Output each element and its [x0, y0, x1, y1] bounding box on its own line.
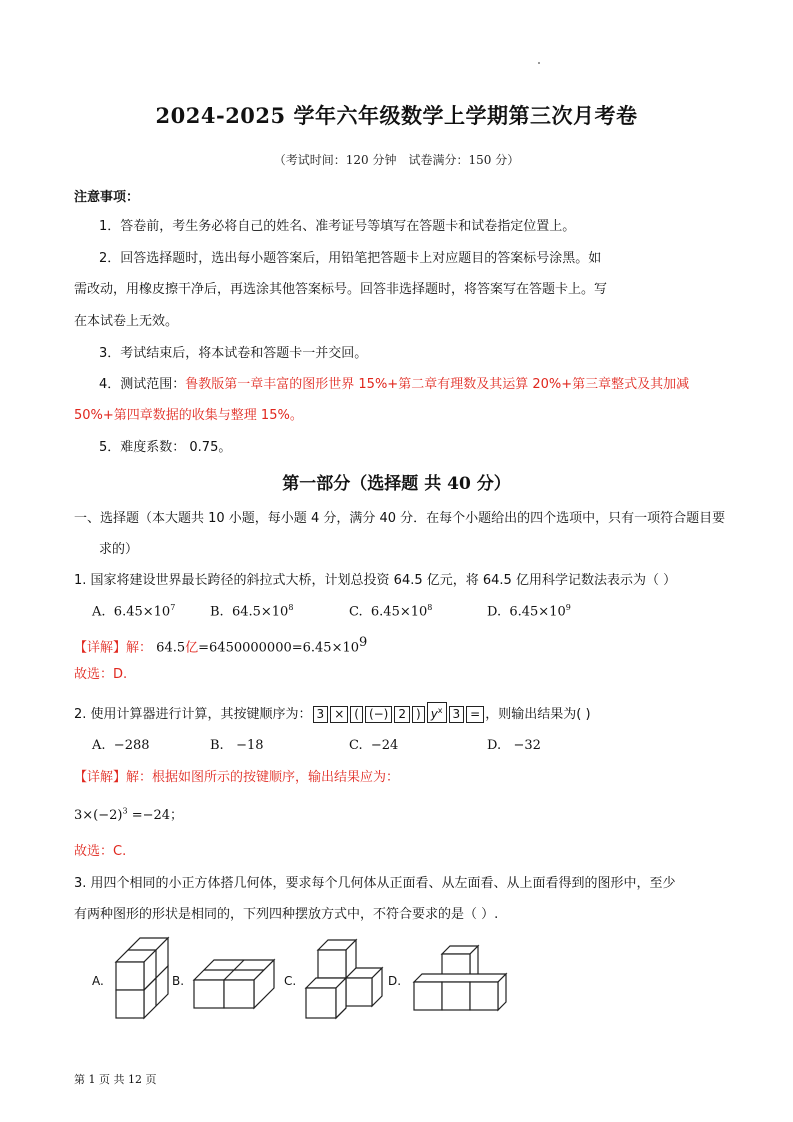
- q1-option-b: [210, 603, 293, 619]
- q3-figure-a-label: A.: [92, 974, 104, 988]
- q2-option-b-value: −18: [236, 738, 264, 753]
- q1-option-a-label: A.: [92, 604, 106, 620]
- question-3-stem-line-1: 3. 用四个相同的小正方体搭几何体，要求每个几何体从正面看、从左面看、从上面看得到的图形中，至少: [74, 876, 676, 891]
- q3-figure-d-label: D.: [388, 974, 402, 988]
- q2-expr-exponent: 3: [122, 806, 128, 816]
- key-2: 2: [394, 706, 410, 723]
- q2-detail-text: 解：根据如图所示的按键顺序，输出结果应为：: [126, 770, 400, 785]
- question-1-stem: 1. 国家将建设世界最长跨径的斜拉式大桥，计划总投资 64.5 亿元，将 64.5 亿用科学记数法表示为（ ）: [74, 573, 677, 588]
- q2-option-a-value: −288: [113, 738, 150, 753]
- q1-option-d: [487, 603, 571, 619]
- q1-option-c: [349, 603, 432, 619]
- key-power-base: y: [430, 707, 438, 721]
- key-open-paren: (: [350, 706, 363, 723]
- q2-option-b: [210, 738, 264, 753]
- q1-detail-expr-b: =6450000000=6.45×10: [198, 640, 360, 656]
- q1-option-c-exponent: 8: [427, 603, 433, 612]
- page-title: 2024-2025 学年六年级数学上学期第三次月考卷: [155, 103, 638, 128]
- note-4-line-1: [99, 376, 689, 394]
- page-footer: 第 1 页 共 12 页: [74, 1073, 157, 1086]
- key-3-second: 3: [449, 706, 465, 723]
- q1-detail-exponent: 9: [359, 635, 368, 650]
- key-power: [427, 702, 447, 723]
- q1-option-a-exponent: 7: [170, 603, 176, 612]
- q2-expr-b: =−24；: [127, 808, 184, 823]
- q2-option-d-label: D.: [487, 738, 502, 753]
- q2-option-b-label: B.: [210, 738, 224, 753]
- q2-option-d: [487, 738, 541, 753]
- q1-option-c-label: C.: [349, 604, 363, 620]
- part-one-title: 第一部分（选择题 共 40 分）: [282, 474, 511, 494]
- q1-detail-unit: 亿: [185, 640, 199, 656]
- q3-cube-figures: [100, 930, 520, 1030]
- q1-option-a-value: 6.45×10: [113, 604, 171, 620]
- exam-info: （考试时间：120 分钟 试卷满分：150 分）: [273, 153, 520, 167]
- q2-detail-tag: 【详解】: [74, 770, 127, 785]
- note-4-scope: 鲁教版第一章丰富的图形世界 15%+第二章有理数及其运算 20%+第三章整式及其加减: [185, 377, 690, 392]
- q1-detail: [74, 634, 367, 657]
- notes-heading: 注意事项：: [74, 190, 140, 205]
- q3-figure-b-label: B.: [172, 974, 185, 988]
- q1-option-a: [92, 603, 175, 619]
- q1-option-b-value: 64.5×10: [231, 604, 289, 620]
- key-close-paren: ): [412, 706, 425, 723]
- q1-option-c-value: 6.45×10: [370, 604, 428, 620]
- note-3: 3．考试结束后，将本试卷和答题卡一并交回。: [99, 346, 368, 361]
- key-3: 3: [313, 706, 329, 723]
- key-power-sup: x: [437, 706, 443, 715]
- decorative-dot: [538, 62, 540, 64]
- q2-option-c: [349, 738, 398, 753]
- note-2-line-2: 需改动，用橡皮擦干净后，再选涂其他答案标号。回答非选择题时，将答案写在答题卡上。写: [74, 282, 608, 297]
- key-equals: =: [466, 706, 484, 723]
- q1-option-d-label: D.: [487, 604, 502, 620]
- note-4-line-2: 50%+第四章数据的收集与整理 15%。: [74, 408, 303, 423]
- figure-b-cubes: [194, 960, 274, 1008]
- q1-option-d-exponent: 9: [565, 603, 571, 612]
- figure-d-cubes: [414, 946, 506, 1010]
- figure-a-cubes: [116, 938, 168, 1018]
- q1-option-b-label: B.: [210, 604, 224, 620]
- q2-expr-a: 3×(−2): [74, 808, 123, 823]
- q2-option-a-label: A.: [92, 738, 106, 753]
- q2-stem-suffix: ，则输出结果为( ): [485, 707, 591, 722]
- key-negative: (−): [365, 706, 392, 723]
- note-2-line-1: 2．回答选择题时，选出每小题答案后，用铅笔把答题卡上对应题目的答案标号涂黑。如: [99, 251, 602, 266]
- q1-option-d-value: 6.45×10: [509, 604, 566, 620]
- question-3-stem-line-2: 有两种图形的形状是相同的，下列四种摆放方式中，不符合要求的是（ ）.: [74, 907, 499, 922]
- q1-answer: 故选：D.: [74, 667, 128, 682]
- q1-detail-tag: 【详解】: [74, 640, 127, 656]
- q2-option-c-value: −24: [370, 738, 399, 753]
- q2-answer: 故选：C.: [74, 844, 127, 859]
- note-5: 5．难度系数： 0.75。: [99, 440, 232, 455]
- note-2-line-3: 在本试卷上无效。: [74, 314, 179, 329]
- q3-figure-c-label: C.: [284, 974, 297, 988]
- note-1: 1．答卷前，考生务必将自己的姓名、准考证号等填写在答题卡和试卷指定位置上。: [99, 219, 576, 234]
- key-multiply: ×: [330, 706, 348, 723]
- q2-option-d-value: −32: [513, 738, 541, 753]
- q2-detail: [74, 769, 399, 787]
- section-instructions-line-1: 一、选择题（本大题共 10 小题，每小题 4 分，满分 40 分．在每个小题给出的四个选项中，只有一项符合题目要: [74, 511, 726, 526]
- q1-detail-text: 解：: [126, 640, 153, 656]
- figure-c-cubes: [306, 940, 382, 1018]
- q2-stem-prefix: 2. 使用计算器进行计算，其按键顺序为：: [74, 707, 312, 722]
- q2-option-a: [92, 738, 150, 753]
- q1-detail-expr-a: 64.5: [156, 640, 186, 656]
- q2-detail-expression: [74, 804, 183, 823]
- section-instructions-line-2: 求的）: [99, 542, 139, 557]
- q1-option-b-exponent: 8: [288, 603, 294, 612]
- question-2-stem: [74, 702, 591, 724]
- q2-option-c-label: C.: [349, 738, 363, 753]
- note-4-prefix: 4．测试范围：: [99, 377, 186, 392]
